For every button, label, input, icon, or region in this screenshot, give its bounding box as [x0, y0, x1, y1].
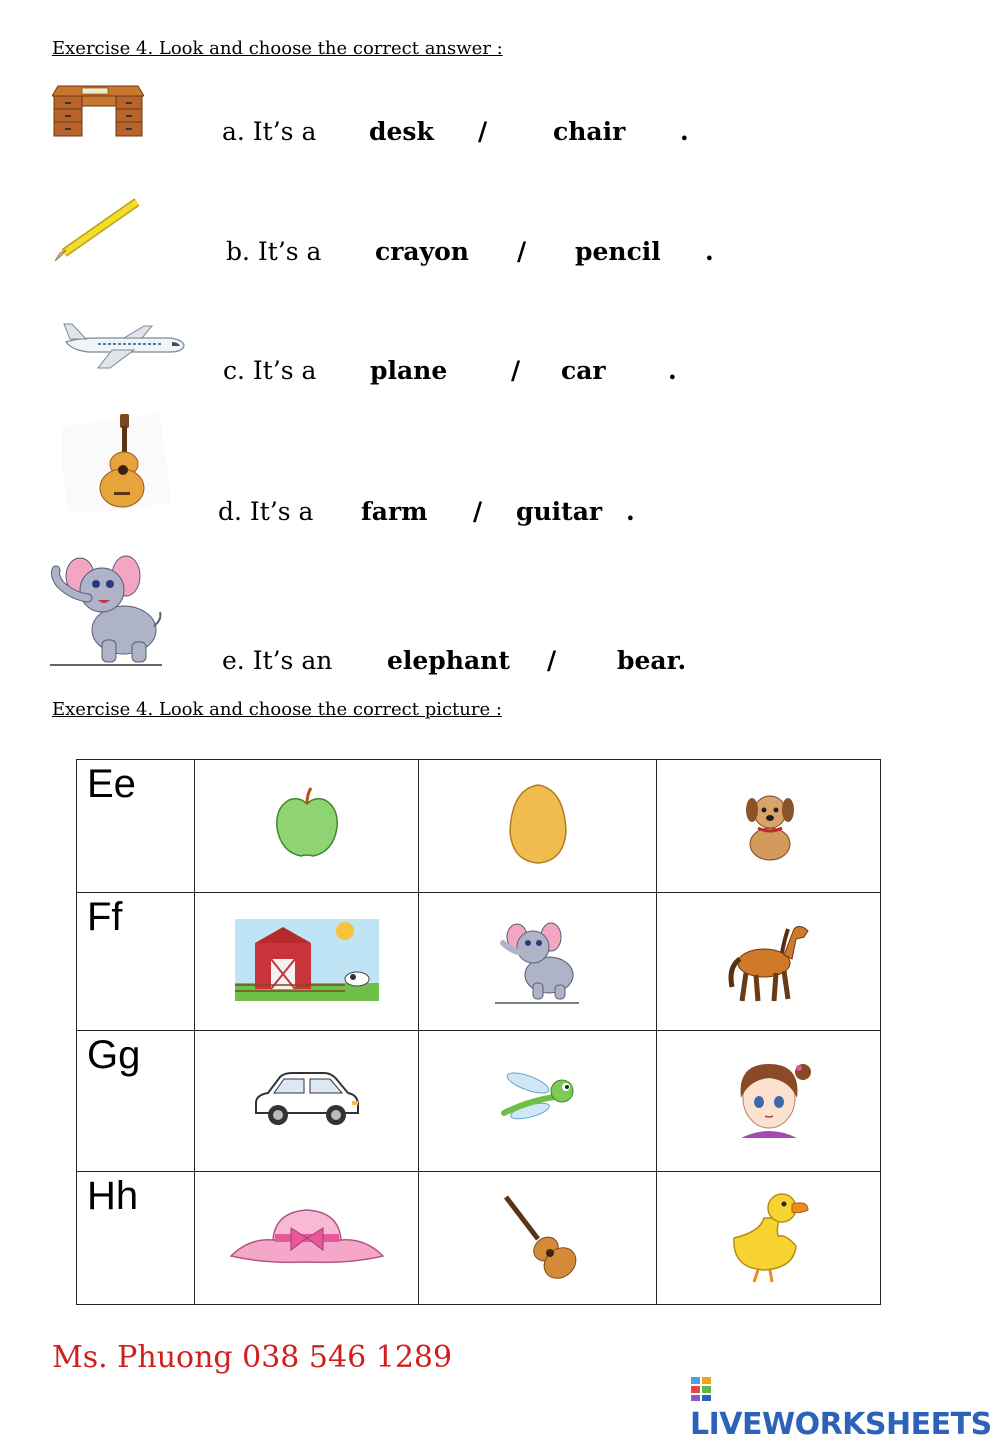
letter-h: Hh — [87, 1174, 139, 1218]
separator-e: / — [547, 646, 557, 675]
option-crayon[interactable]: crayon — [375, 237, 469, 266]
apple-picture — [271, 786, 343, 862]
sentence-d-prefix: d. It’s a — [218, 497, 314, 526]
end-b: . — [705, 237, 714, 266]
sentence-b-prefix: b. It’s a — [226, 237, 322, 266]
letter-picture-table — [76, 759, 881, 1305]
car-picture — [252, 1069, 362, 1129]
hat-picture — [229, 1206, 385, 1266]
brand-name: LIVEWORKSHEETS — [690, 1407, 992, 1442]
option-plane[interactable]: plane — [370, 356, 448, 385]
letter-cell — [77, 893, 195, 1031]
sentence-c-prefix: c. It’s a — [223, 356, 317, 385]
farm-picture — [235, 919, 379, 1001]
teacher-contact: Ms. Phuong 038 546 1289 — [52, 1340, 453, 1375]
table-row-e — [77, 760, 881, 893]
picture-cell[interactable] — [419, 893, 657, 1031]
option-car[interactable]: car — [561, 356, 606, 385]
option-desk[interactable]: desk — [369, 117, 434, 146]
letter-cell — [77, 1031, 195, 1172]
letter-f: Ff — [87, 895, 123, 939]
plane-picture — [58, 318, 186, 372]
table-row-f — [77, 893, 881, 1031]
letter-cell — [77, 760, 195, 893]
sentence-e-prefix: e. It’s an — [222, 646, 333, 675]
letter-g: Gg — [87, 1033, 141, 1077]
picture-cell[interactable] — [195, 1031, 419, 1172]
exercise-title-answers: Exercise 4. Look and choose the correct answer : — [52, 38, 503, 59]
egg-picture — [506, 783, 570, 865]
picture-cell[interactable] — [657, 1172, 881, 1305]
separator-b: / — [517, 237, 527, 266]
option-bear[interactable]: bear. — [617, 646, 687, 675]
option-farm[interactable]: farm — [361, 497, 428, 526]
exercise-title-pictures: Exercise 4. Look and choose the correct picture : — [52, 699, 502, 720]
separator-a: / — [478, 117, 488, 146]
liveworksheets-icon — [690, 1376, 712, 1402]
elephant-picture — [495, 915, 581, 1005]
sentence-a-prefix: a. It’s a — [222, 117, 317, 146]
picture-cell[interactable] — [195, 760, 419, 893]
option-guitar[interactable]: guitar — [516, 497, 603, 526]
table-row-g — [77, 1031, 881, 1172]
picture-cell[interactable] — [657, 760, 881, 893]
letter-e: Ee — [87, 762, 136, 806]
picture-cell[interactable] — [419, 1172, 657, 1305]
desk-picture — [52, 82, 144, 140]
picture-cell[interactable] — [195, 893, 419, 1031]
dragonfly-picture — [498, 1067, 578, 1131]
guitar-picture — [498, 1193, 578, 1279]
picture-cell[interactable] — [657, 893, 881, 1031]
girl-picture — [725, 1054, 813, 1144]
elephant-picture — [50, 546, 166, 668]
option-elephant[interactable]: elephant — [387, 646, 510, 675]
dog-picture — [738, 784, 800, 864]
horse-picture — [726, 915, 812, 1005]
picture-cell[interactable] — [195, 1172, 419, 1305]
option-chair[interactable]: chair — [553, 117, 626, 146]
separator-c: / — [511, 356, 521, 385]
picture-cell[interactable] — [419, 1031, 657, 1172]
pencil-picture — [52, 198, 142, 264]
end-d: . — [626, 497, 635, 526]
end-c: . — [668, 356, 677, 385]
option-pencil[interactable]: pencil — [575, 237, 661, 266]
letter-cell — [77, 1172, 195, 1305]
liveworksheets-logo — [690, 1372, 1000, 1442]
end-a: . — [680, 117, 689, 146]
picture-cell[interactable] — [419, 760, 657, 893]
duck-picture — [724, 1188, 814, 1284]
separator-d: / — [473, 497, 483, 526]
guitar-picture — [62, 412, 170, 512]
table-row-h — [77, 1172, 881, 1305]
picture-cell[interactable] — [657, 1031, 881, 1172]
